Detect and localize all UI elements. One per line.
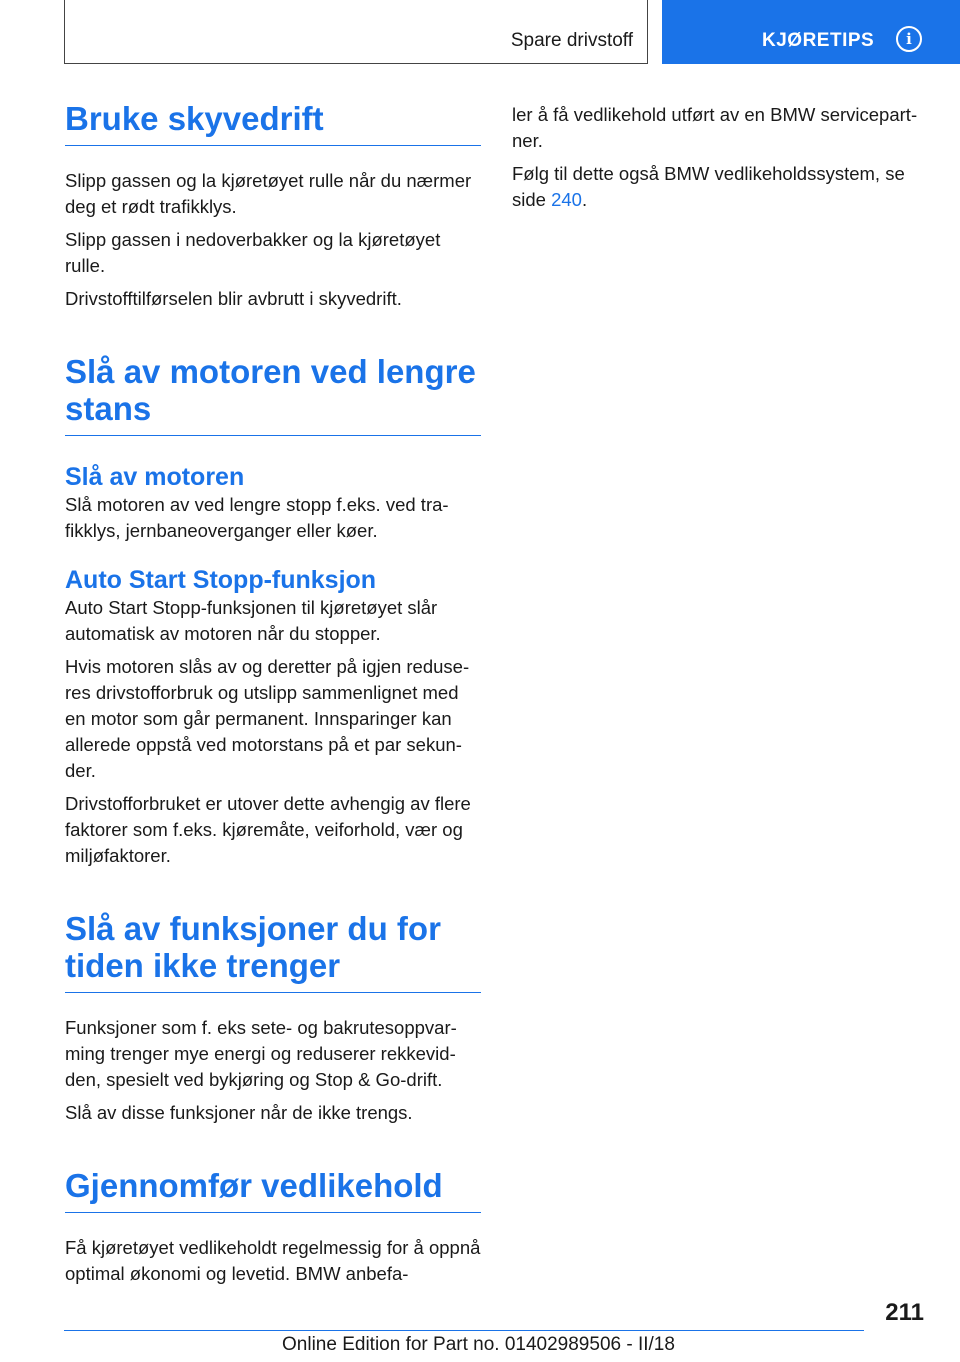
paragraph: ler å få vedlikehold utført av en BMW servicepartner. <box>512 104 918 151</box>
subheading-auto-start-stop: Auto Start Stopp-funksjon <box>65 566 377 594</box>
section-title: Spare drivstoff <box>510 30 633 51</box>
paragraph <box>512 161 928 213</box>
heading-line: tiden ikke trenger <box>65 947 341 984</box>
paragraph: Auto Start Stopp-funksjonen til kjøretøyet slår automatisk av motoren når du stopper. <box>65 597 438 644</box>
heading-maintenance: Gjennomfør vedlikehold <box>65 1167 481 1213</box>
paragraph-text: Følg til dette også BMW vedlikeholdssystem, se side <box>512 163 905 210</box>
paragraph: Hvis motoren slås av og deretter på igjen reduseres drivstofforbruk og utslipp sammenlignet med en motor som går permanent. Innsparinger kan allerede oppstå ved motorstans på et par sekunder. <box>65 656 470 781</box>
heading-line: stans <box>65 390 152 427</box>
page-number: 211 <box>885 1299 924 1326</box>
heading-line: Slå av motoren ved lengre <box>65 353 476 390</box>
tab-kjoretips[interactable] <box>662 0 960 64</box>
heading-line: Slå av funksjoner du for <box>65 910 441 947</box>
paragraph: Slå motoren av ved lengre stopp f.eks. ved trafikklys, jernbaneoverganger eller køer. <box>65 494 449 541</box>
info-icon[interactable] <box>896 26 922 52</box>
right-column <box>512 102 928 220</box>
paragraph: Slipp gassen i nedoverbakker og la kjøretøyet rulle. <box>65 229 441 276</box>
left-column <box>65 100 481 1294</box>
heading-functions-off <box>65 910 481 993</box>
paragraph: Funksjoner som f. eks sete- og bakrutesoppvarming trenger mye energi og reduserer rekkevidden, spesielt ved bykjøring og Stop & Go-drift. <box>65 1017 457 1090</box>
paragraph: Drivstofftilførselen blir avbrutt i skyvedrift. <box>65 288 402 309</box>
tab-label: KJØRETIPS <box>762 30 875 51</box>
paragraph: Slipp gassen og la kjøretøyet rulle når du nærmer deg et rødt trafikklys. <box>65 170 472 217</box>
subheading-engine-off: Slå av motoren <box>65 463 245 491</box>
heading-engine-off <box>65 353 481 436</box>
paragraph-text: . <box>581 189 588 210</box>
footer-divider <box>64 1330 864 1331</box>
paragraph: Få kjøretøyet vedlikeholdt regelmessig for å oppnå optimal økonomi og levetid. BMW anbefa- <box>65 1237 481 1284</box>
paragraph: Drivstofforbruket er utover dette avhengig av flere faktorer som f.eks. kjøremåte, veiforhold, vær og miljøfaktorer. <box>65 793 471 866</box>
page-link-240[interactable]: 240 <box>551 189 582 210</box>
heading-coasting: Bruke skyvedrift <box>65 100 481 146</box>
paragraph: Slå av disse funksjoner når de ikke trengs. <box>65 1102 413 1123</box>
info-icon-glyph: i <box>906 30 912 48</box>
header-section-box <box>64 0 648 64</box>
footer-edition-text: Online Edition for Part no. 01402989506 - II/18 <box>282 1334 675 1355</box>
